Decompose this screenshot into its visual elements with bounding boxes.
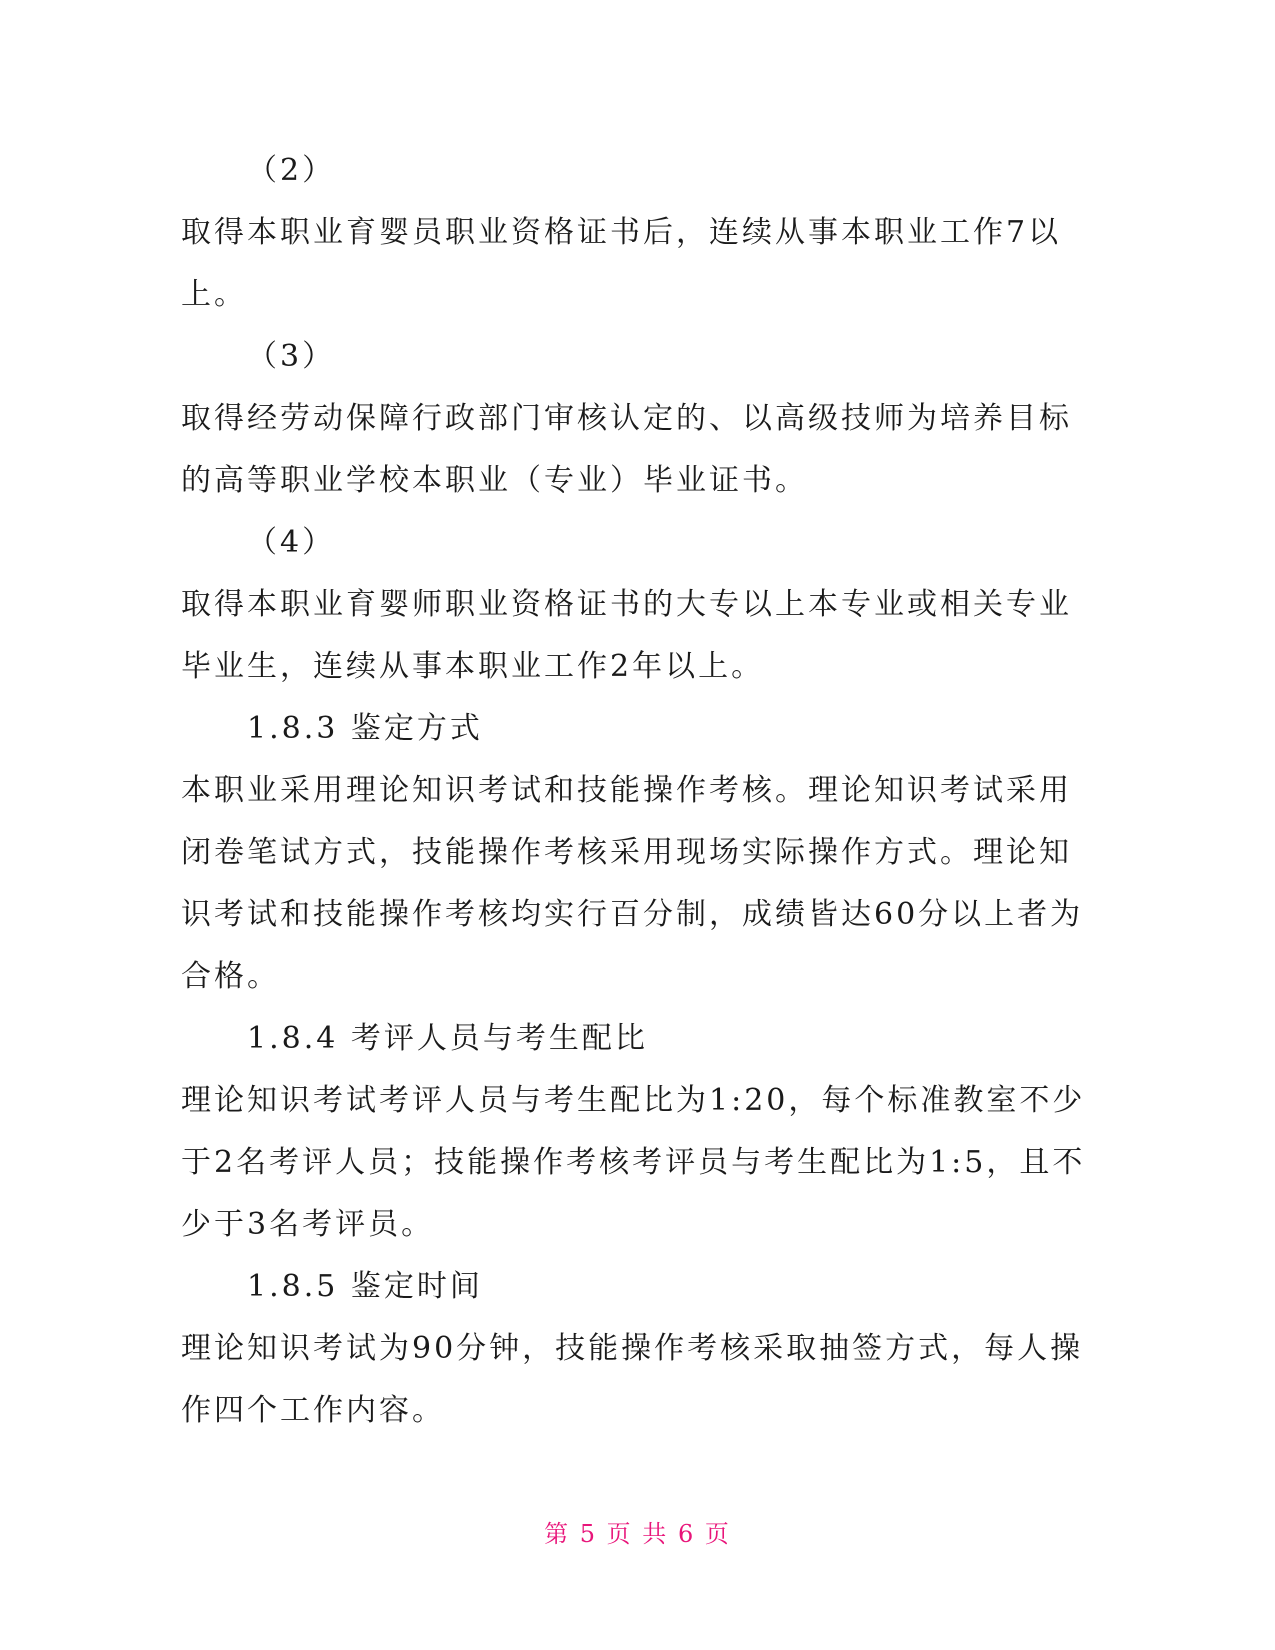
- paragraph-line: 闭卷笔试方式，技能操作考核采用现场实际操作方式。理论知: [181, 835, 1072, 870]
- section-heading-1-8-4: 1.8.4 考评人员与考生配比: [247, 1021, 648, 1056]
- paragraph-line: 合格。: [181, 959, 280, 994]
- paragraph-line: 取得本职业育婴师职业资格证书的大专以上本专业或相关专业: [181, 587, 1072, 622]
- page-number-label: 第 5 页 共 6 页: [544, 1520, 731, 1548]
- paragraph-line: 取得本职业育婴员职业资格证书后，连续从事本职业工作7以: [181, 215, 1062, 250]
- section-heading-1-8-3: 1.8.3 鉴定方式: [247, 711, 483, 746]
- paragraph-line: 本职业采用理论知识考试和技能操作考核。理论知识考试采用: [181, 773, 1072, 808]
- document-body: [181, 140, 1086, 1442]
- page-footer: [0, 1518, 1275, 1550]
- list-marker-4: （4）: [247, 525, 336, 560]
- paragraph-line: 少于3名考评员。: [181, 1207, 435, 1242]
- paragraph-line: 理论知识考试为90分钟，技能操作考核采取抽签方式，每人操: [181, 1331, 1084, 1366]
- paragraph-line: 识考试和技能操作考核均实行百分制，成绩皆达60分以上者为: [181, 897, 1084, 932]
- paragraph-line: 的高等职业学校本职业（专业）毕业证书。: [181, 463, 808, 498]
- paragraph-line: 取得经劳动保障行政部门审核认定的、以高级技师为培养目标: [181, 401, 1072, 436]
- paragraph-line: 上。: [181, 277, 247, 312]
- paragraph-line: 于2名考评人员；技能操作考核考评员与考生配比为1:5，且不: [181, 1145, 1086, 1180]
- paragraph-line: 毕业生，连续从事本职业工作2年以上。: [181, 649, 765, 684]
- list-marker-3: （3）: [247, 339, 336, 374]
- paragraph-line: 理论知识考试考评人员与考生配比为1:20，每个标准教室不少: [181, 1083, 1086, 1118]
- list-marker-2: （2）: [247, 153, 336, 188]
- paragraph-line: 作四个工作内容。: [181, 1393, 445, 1428]
- section-heading-1-8-5: 1.8.5 鉴定时间: [247, 1269, 483, 1304]
